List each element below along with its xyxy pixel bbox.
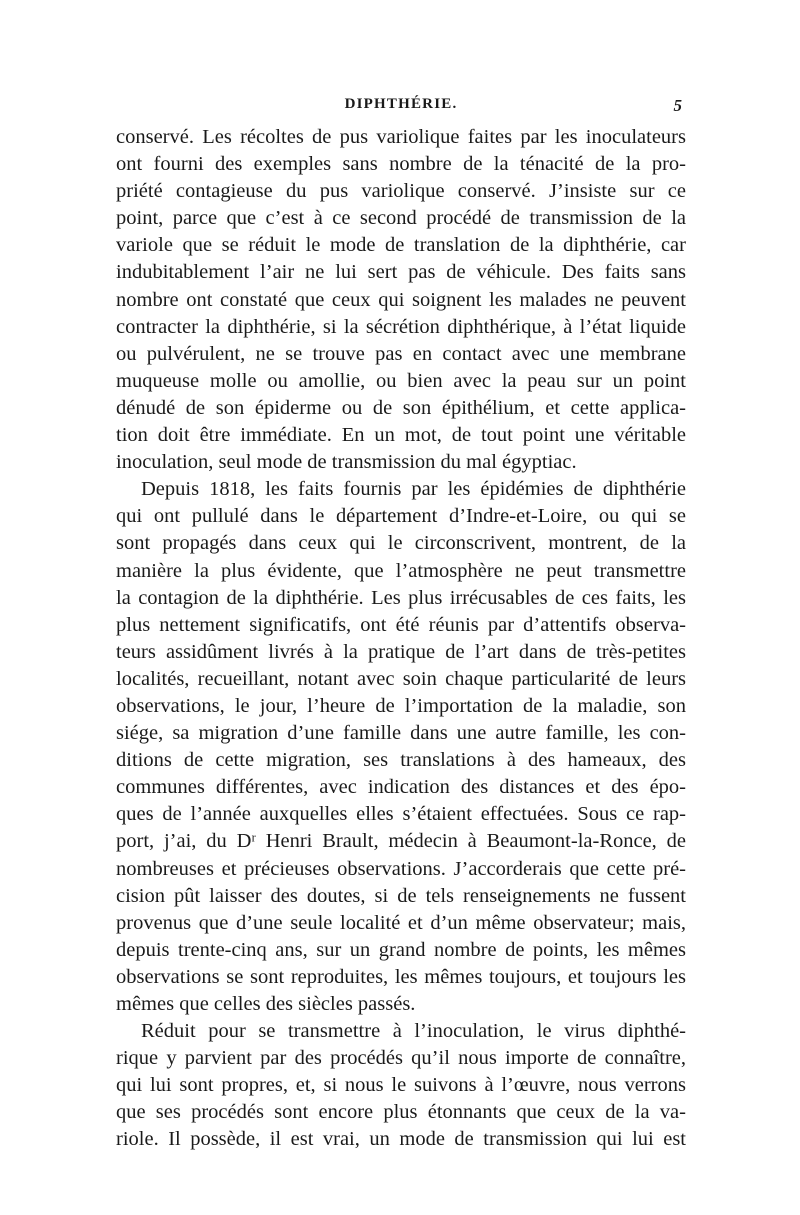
text-line: observations se sont reproduites, les mêmes toujours, et toujours les <box>116 965 686 988</box>
text-line: localités, recueillant, notant avec soin chaque particularité de leurs <box>116 667 686 690</box>
text-line: indubitablement l’air ne lui sert pas de véhicule. Des faits sans <box>116 261 686 284</box>
text-line: port, j’ai, du Dʳ Henri Brault, médecin à Beaumont-la-Ronce, de <box>116 830 686 853</box>
text-line: point, parce que c’est à ce second procédé de transmission de la <box>116 207 686 230</box>
text-line: depuis trente-cinq ans, sur un grand nombre de points, les mêmes <box>116 938 686 961</box>
running-head <box>116 96 686 120</box>
text-line: qui ont pullulé dans le département d’Indre-et-Loire, ou qui se <box>116 505 686 528</box>
text-line: ont fourni des exemples sans nombre de la ténacité de la pro- <box>116 153 686 176</box>
text-line: riole. Il possède, il est vrai, un mode de transmission qui lui est <box>116 1128 686 1151</box>
text-line: communes différentes, avec indication des distances et des épo- <box>116 776 686 799</box>
text-line: siége, sa migration d’une famille dans une autre famille, les con- <box>116 722 686 745</box>
text-line: sont propagés dans ceux qui le circonscrivent, montrent, de la <box>116 532 686 555</box>
text-line: mêmes que celles des siècles passés. <box>116 993 416 1015</box>
text-line: tion doit être immédiate. En un mot, de tout point une véritable <box>116 424 686 447</box>
text-line: qui lui sont propres, et, si nous le suivons à l’œuvre, nous verrons <box>116 1074 686 1097</box>
text-line: contracter la diphthérie, si la sécrétion diphthérique, à l’état liquide <box>116 315 686 338</box>
text-line: conservé. Les récoltes de pus variolique faites par les inoculateurs <box>116 126 686 148</box>
text-line: priété contagieuse du pus variolique conservé. J’insiste sur ce <box>116 180 686 203</box>
text-line: ou pulvérulent, ne se trouve pas en contact avec une membrane <box>116 342 686 365</box>
body-text <box>116 124 686 1154</box>
text-line: cision pût laisser des doutes, si de tels renseignements ne fussent <box>116 884 686 907</box>
text-line: Réduit pour se transmettre à l’inoculation, le virus diphthé- <box>141 1020 686 1043</box>
text-line: plus nettement significatifs, ont été réunis par d’attentifs observa- <box>116 613 686 636</box>
text-line: manière la plus évidente, que l’atmosphère ne peut transmettre <box>116 559 686 582</box>
running-title: DIPHTHÉRIE. <box>344 96 458 112</box>
paragraph-3 <box>116 1018 686 1153</box>
text-line: nombre ont constaté que ceux qui soignent les malades ne peuvent <box>116 288 686 311</box>
paragraph-1 <box>116 124 686 476</box>
paragraph-2 <box>116 476 686 1018</box>
text-line: que ses procédés sont encore plus étonnants que ceux de la va- <box>116 1101 686 1124</box>
text-line: teurs assidûment livrés à la pratique de l’art dans de très-petites <box>116 640 686 663</box>
text-line: observations, le jour, l’heure de l’importation de la maladie, son <box>116 694 686 717</box>
text-line: provenus que d’une seule localité et d’un même observateur; mais, <box>116 911 686 934</box>
page-number: 5 <box>673 96 682 115</box>
text-line: la contagion de la diphthérie. Les plus irrécusables de ces faits, les <box>116 586 686 609</box>
text-line: nombreuses et précieuses observations. J’accorderais que cette pré- <box>116 857 686 880</box>
text-line: inoculation, seul mode de transmission du mal égyptiac. <box>116 451 577 474</box>
text-line: ques de l’année auxquelles elles s’étaient effectuées. Sous ce rap- <box>116 803 686 826</box>
text-line: variole que se réduit le mode de translation de la diphthérie, car <box>116 234 686 257</box>
text-line: muqueuse molle ou amollie, ou bien avec la peau sur un point <box>116 369 686 392</box>
text-line: Depuis 1818, les faits fournis par les épidémies de diphthérie <box>141 478 686 501</box>
text-line: ditions de cette migration, ses translations à des hameaux, des <box>116 749 686 772</box>
text-line: rique y parvient par des procédés qu’il nous importe de connaître, <box>116 1047 686 1070</box>
text-line: dénudé de son épiderme ou de son épithélium, et cette applica- <box>116 396 686 419</box>
